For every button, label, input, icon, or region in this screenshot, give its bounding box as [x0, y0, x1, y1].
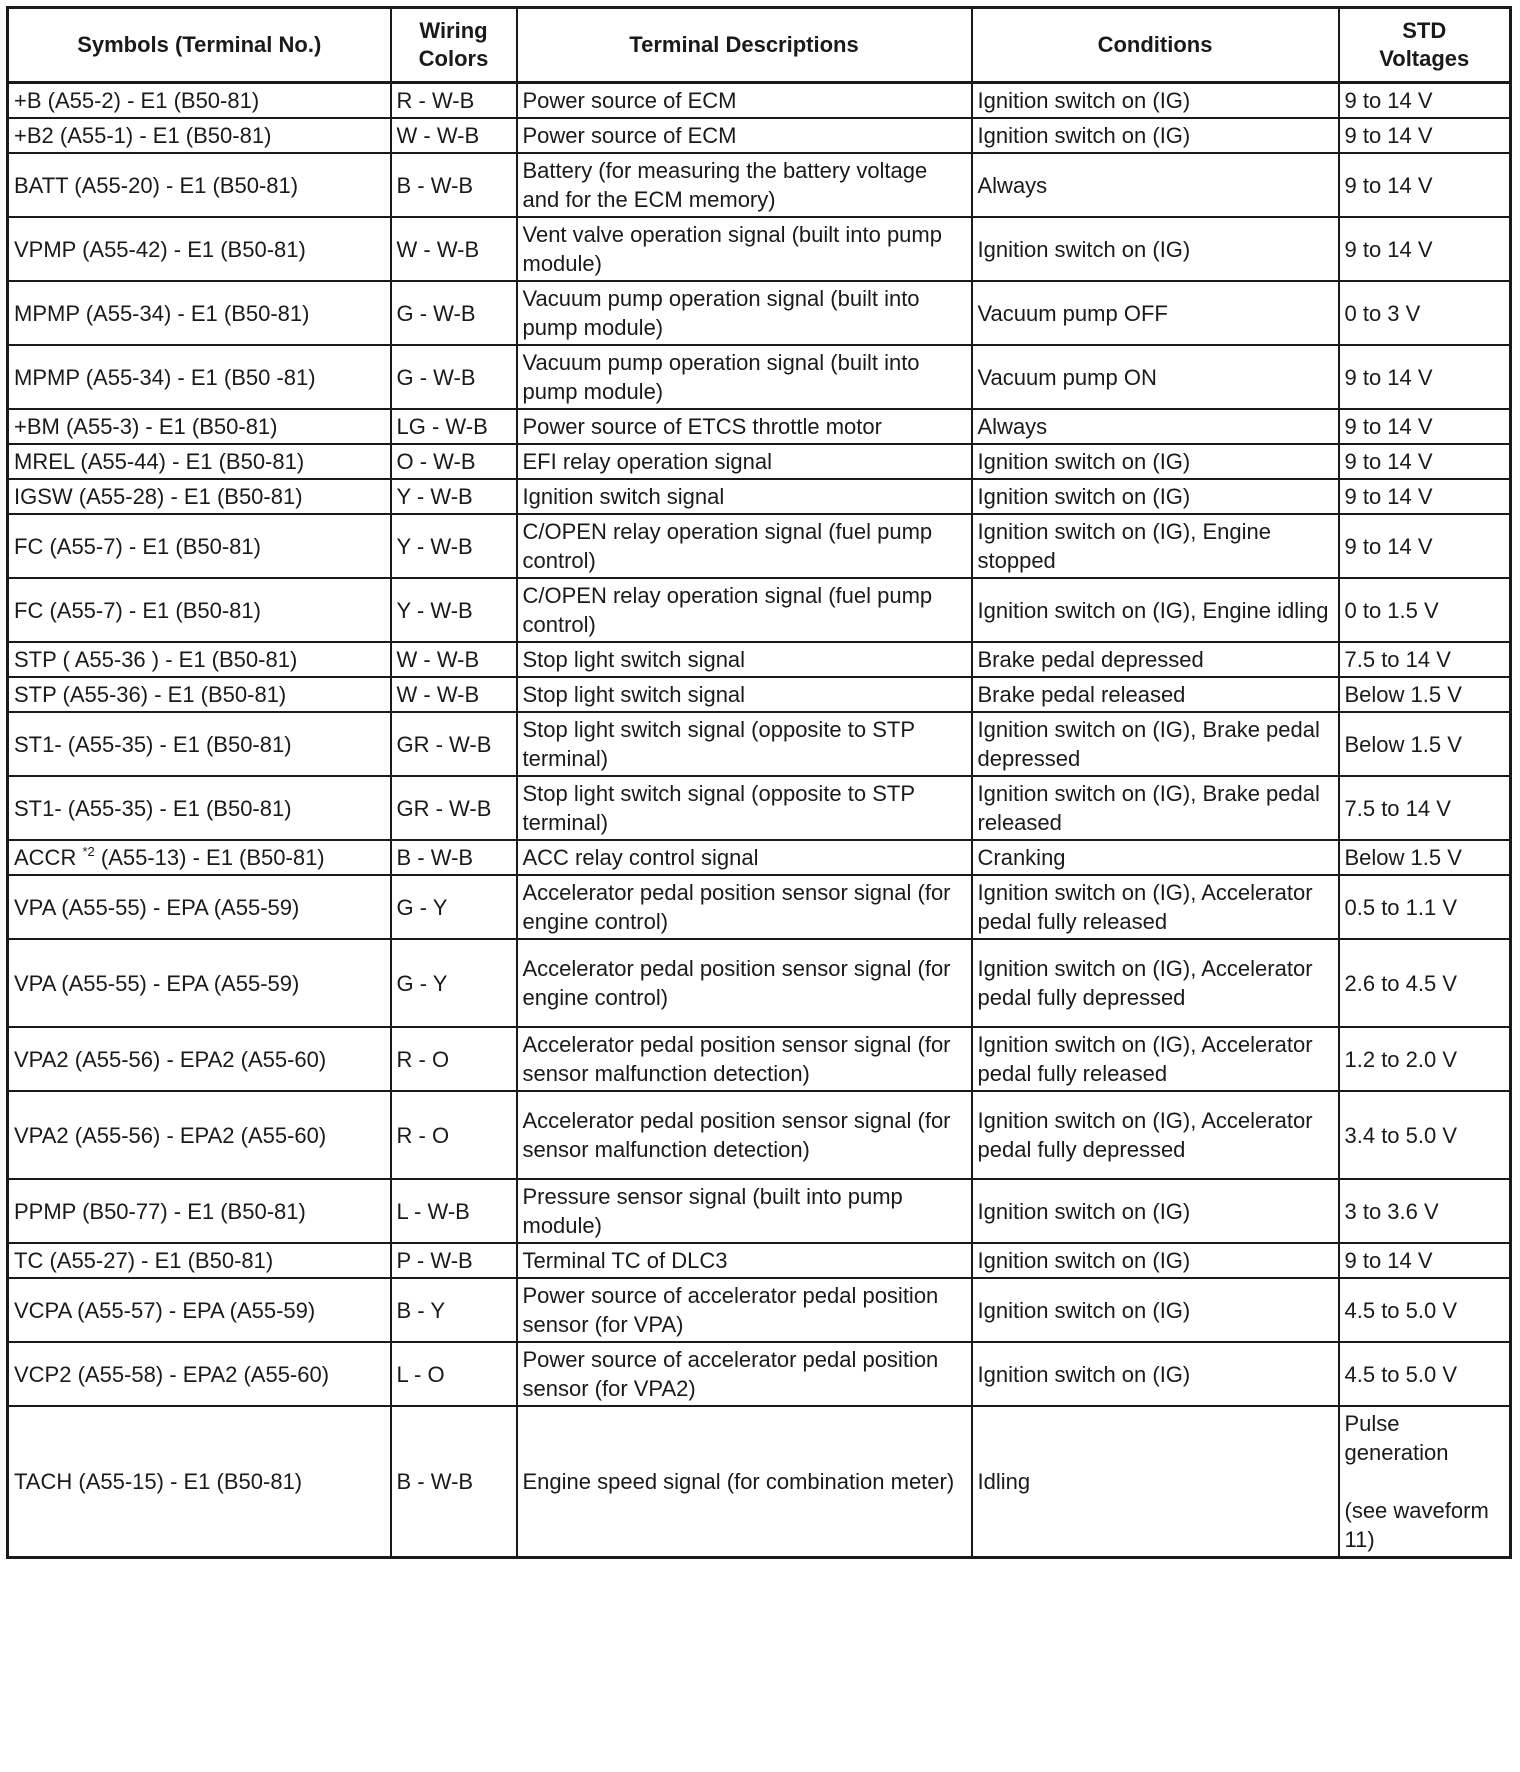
table-row — [8, 153, 1511, 217]
table-row — [8, 281, 1511, 345]
cell-symbol: +B2 (A55-1) - E1 (B50-81) — [8, 118, 391, 153]
cell-wiring-color: R - O — [391, 1027, 517, 1091]
cell-std-voltage: Below 1.5 V — [1339, 840, 1511, 875]
cell-symbol: IGSW (A55-28) - E1 (B50-81) — [8, 479, 391, 514]
header-symbols: Symbols (Terminal No.) — [8, 8, 391, 83]
cell-description: C/OPEN relay operation signal (fuel pump control) — [517, 514, 972, 578]
cell-std-voltage: 9 to 14 V — [1339, 444, 1511, 479]
cell-std-voltage: 9 to 14 V — [1339, 83, 1511, 119]
cell-condition: Ignition switch on (IG) — [972, 1179, 1339, 1243]
cell-std-voltage: 9 to 14 V — [1339, 217, 1511, 281]
cell-condition: Ignition switch on (IG), Engine idling — [972, 578, 1339, 642]
cell-condition: Ignition switch on (IG), Engine stopped — [972, 514, 1339, 578]
cell-std-voltage: 7.5 to 14 V — [1339, 642, 1511, 677]
cell-wiring-color: B - Y — [391, 1278, 517, 1342]
cell-std-voltage: 0 to 3 V — [1339, 281, 1511, 345]
table-row — [8, 642, 1511, 677]
cell-condition: Ignition switch on (IG), Accelerator pedal fully depressed — [972, 1091, 1339, 1179]
cell-symbol: ST1- (A55-35) - E1 (B50-81) — [8, 776, 391, 840]
cell-symbol: VCP2 (A55-58) - EPA2 (A55-60) — [8, 1342, 391, 1406]
cell-description: C/OPEN relay operation signal (fuel pump control) — [517, 578, 972, 642]
cell-wiring-color: B - W-B — [391, 153, 517, 217]
cell-symbol: MPMP (A55-34) - E1 (B50 -81) — [8, 345, 391, 409]
cell-symbol: VCPA (A55-57) - EPA (A55-59) — [8, 1278, 391, 1342]
cell-wiring-color: Y - W-B — [391, 578, 517, 642]
cell-symbol: TC (A55-27) - E1 (B50-81) — [8, 1243, 391, 1278]
table-row — [8, 83, 1511, 119]
cell-symbol: TACH (A55-15) - E1 (B50-81) — [8, 1406, 391, 1558]
table-row — [8, 1179, 1511, 1243]
cell-wiring-color: W - W-B — [391, 217, 517, 281]
header-std-voltages: STD Voltages — [1339, 8, 1511, 83]
cell-symbol: VPA (A55-55) - EPA (A55-59) — [8, 875, 391, 939]
cell-std-voltage: 3.4 to 5.0 V — [1339, 1091, 1511, 1179]
cell-std-voltage: 1.2 to 2.0 V — [1339, 1027, 1511, 1091]
cell-std-voltage: 9 to 14 V — [1339, 345, 1511, 409]
cell-symbol: +B (A55-2) - E1 (B50-81) — [8, 83, 391, 119]
cell-wiring-color: P - W-B — [391, 1243, 517, 1278]
cell-wiring-color: G - W-B — [391, 281, 517, 345]
terminal-table-container — [6, 6, 1512, 1559]
cell-description: Ignition switch signal — [517, 479, 972, 514]
cell-description: Power source of ECM — [517, 83, 972, 119]
cell-symbol: ACCR $^{*2}$ (A55-13) - E1 (B50-81) — [8, 840, 391, 875]
cell-std-voltage: 9 to 14 V — [1339, 479, 1511, 514]
cell-std-voltage: 0.5 to 1.1 V — [1339, 875, 1511, 939]
table-row — [8, 345, 1511, 409]
cell-condition: Brake pedal released — [972, 677, 1339, 712]
cell-wiring-color: GR - W-B — [391, 776, 517, 840]
cell-symbol: PPMP (B50-77) - E1 (B50-81) — [8, 1179, 391, 1243]
cell-wiring-color: W - W-B — [391, 118, 517, 153]
cell-symbol: STP (A55-36) - E1 (B50-81) — [8, 677, 391, 712]
table-row — [8, 514, 1511, 578]
cell-std-voltage: 7.5 to 14 V — [1339, 776, 1511, 840]
cell-std-voltage: 2.6 to 4.5 V — [1339, 939, 1511, 1027]
cell-condition: Ignition switch on (IG) — [972, 1342, 1339, 1406]
table-row — [8, 1406, 1511, 1558]
cell-condition: Ignition switch on (IG), Accelerator pedal fully released — [972, 875, 1339, 939]
cell-description: Accelerator pedal position sensor signal (for engine control) — [517, 875, 972, 939]
cell-symbol: FC (A55-7) - E1 (B50-81) — [8, 514, 391, 578]
cell-condition: Ignition switch on (IG) — [972, 83, 1339, 119]
cell-std-voltage: 3 to 3.6 V — [1339, 1179, 1511, 1243]
cell-description: Power source of accelerator pedal position sensor (for VPA2) — [517, 1342, 972, 1406]
cell-condition: Ignition switch on (IG), Brake pedal depressed — [972, 712, 1339, 776]
table-row — [8, 217, 1511, 281]
table-row — [8, 479, 1511, 514]
cell-wiring-color: W - W-B — [391, 642, 517, 677]
table-row — [8, 1278, 1511, 1342]
cell-std-voltage: Below 1.5 V — [1339, 677, 1511, 712]
table-row — [8, 712, 1511, 776]
cell-description: Stop light switch signal — [517, 642, 972, 677]
cell-condition: Ignition switch on (IG), Accelerator pedal fully released — [972, 1027, 1339, 1091]
cell-condition: Vacuum pump ON — [972, 345, 1339, 409]
cell-symbol: FC (A55-7) - E1 (B50-81) — [8, 578, 391, 642]
table-row — [8, 875, 1511, 939]
table-row — [8, 939, 1511, 1027]
cell-std-voltage: 9 to 14 V — [1339, 118, 1511, 153]
cell-wiring-color: Y - W-B — [391, 514, 517, 578]
cell-description: Power source of ECM — [517, 118, 972, 153]
ecm-terminal-table — [6, 6, 1512, 1559]
table-row — [8, 578, 1511, 642]
table-row — [8, 840, 1511, 875]
cell-symbol: +BM (A55-3) - E1 (B50-81) — [8, 409, 391, 444]
cell-condition: Ignition switch on (IG), Brake pedal released — [972, 776, 1339, 840]
cell-condition: Ignition switch on (IG) — [972, 444, 1339, 479]
cell-condition: Ignition switch on (IG) — [972, 1278, 1339, 1342]
cell-std-voltage: 9 to 14 V — [1339, 514, 1511, 578]
table-row — [8, 444, 1511, 479]
table-row — [8, 1342, 1511, 1406]
table-row — [8, 1243, 1511, 1278]
cell-symbol: VPA (A55-55) - EPA (A55-59) — [8, 939, 391, 1027]
cell-condition: Always — [972, 153, 1339, 217]
cell-description: EFI relay operation signal — [517, 444, 972, 479]
cell-description: Vacuum pump operation signal (built into pump module) — [517, 345, 972, 409]
cell-symbol: VPA2 (A55-56) - EPA2 (A55-60) — [8, 1091, 391, 1179]
cell-condition: Cranking — [972, 840, 1339, 875]
cell-std-voltage: Pulse generation (see waveform 11) — [1339, 1406, 1511, 1558]
cell-wiring-color: R - W-B — [391, 83, 517, 119]
cell-condition: Ignition switch on (IG) — [972, 118, 1339, 153]
cell-wiring-color: L - O — [391, 1342, 517, 1406]
table-row — [8, 1091, 1511, 1179]
cell-description: Accelerator pedal position sensor signal (for sensor malfunction detection) — [517, 1091, 972, 1179]
cell-symbol: MREL (A55-44) - E1 (B50-81) — [8, 444, 391, 479]
cell-std-voltage: 9 to 14 V — [1339, 1243, 1511, 1278]
cell-condition: Ignition switch on (IG) — [972, 479, 1339, 514]
table-row — [8, 409, 1511, 444]
cell-symbol: VPA2 (A55-56) - EPA2 (A55-60) — [8, 1027, 391, 1091]
cell-condition: Vacuum pump OFF — [972, 281, 1339, 345]
cell-wiring-color: G - Y — [391, 939, 517, 1027]
cell-symbol: ST1- (A55-35) - E1 (B50-81) — [8, 712, 391, 776]
cell-description: Pressure sensor signal (built into pump module) — [517, 1179, 972, 1243]
table-row — [8, 677, 1511, 712]
cell-description: Stop light switch signal (opposite to STP terminal) — [517, 776, 972, 840]
cell-description: Engine speed signal (for combination meter) — [517, 1406, 972, 1558]
cell-std-voltage: 9 to 14 V — [1339, 153, 1511, 217]
cell-description: Power source of accelerator pedal position sensor (for VPA) — [517, 1278, 972, 1342]
cell-description: Stop light switch signal — [517, 677, 972, 712]
cell-symbol: STP ( A55-36 ) - E1 (B50-81) — [8, 642, 391, 677]
cell-wiring-color: G - Y — [391, 875, 517, 939]
cell-wiring-color: L - W-B — [391, 1179, 517, 1243]
cell-description: Vacuum pump operation signal (built into pump module) — [517, 281, 972, 345]
cell-description: Terminal TC of DLC3 — [517, 1243, 972, 1278]
cell-symbol: MPMP (A55-34) - E1 (B50-81) — [8, 281, 391, 345]
cell-std-voltage: 9 to 14 V — [1339, 409, 1511, 444]
cell-wiring-color: Y - W-B — [391, 479, 517, 514]
cell-symbol: VPMP (A55-42) - E1 (B50-81) — [8, 217, 391, 281]
cell-wiring-color: GR - W-B — [391, 712, 517, 776]
cell-description: Power source of ETCS throttle motor — [517, 409, 972, 444]
header-terminal-descriptions: Terminal Descriptions — [517, 8, 972, 83]
cell-wiring-color: O - W-B — [391, 444, 517, 479]
table-row — [8, 776, 1511, 840]
cell-std-voltage: Below 1.5 V — [1339, 712, 1511, 776]
cell-condition: Brake pedal depressed — [972, 642, 1339, 677]
table-row — [8, 118, 1511, 153]
cell-description: Vent valve operation signal (built into pump module) — [517, 217, 972, 281]
cell-std-voltage: 4.5 to 5.0 V — [1339, 1278, 1511, 1342]
cell-symbol: BATT (A55-20) - E1 (B50-81) — [8, 153, 391, 217]
cell-description: Stop light switch signal (opposite to STP terminal) — [517, 712, 972, 776]
cell-condition: Ignition switch on (IG) — [972, 217, 1339, 281]
cell-wiring-color: B - W-B — [391, 840, 517, 875]
cell-description: Accelerator pedal position sensor signal (for engine control) — [517, 939, 972, 1027]
cell-condition: Ignition switch on (IG) — [972, 1243, 1339, 1278]
table-row — [8, 1027, 1511, 1091]
cell-condition: Idling — [972, 1406, 1339, 1558]
cell-wiring-color: LG - W-B — [391, 409, 517, 444]
table-body — [8, 83, 1511, 1558]
header-conditions: Conditions — [972, 8, 1339, 83]
header-row — [8, 8, 1511, 83]
cell-wiring-color: W - W-B — [391, 677, 517, 712]
cell-wiring-color: R - O — [391, 1091, 517, 1179]
cell-description: ACC relay control signal — [517, 840, 972, 875]
header-wiring-colors: Wiring Colors — [391, 8, 517, 83]
cell-description: Accelerator pedal position sensor signal (for sensor malfunction detection) — [517, 1027, 972, 1091]
cell-description: Battery (for measuring the battery voltage and for the ECM memory) — [517, 153, 972, 217]
cell-condition: Always — [972, 409, 1339, 444]
cell-wiring-color: G - W-B — [391, 345, 517, 409]
cell-condition: Ignition switch on (IG), Accelerator pedal fully depressed — [972, 939, 1339, 1027]
footnote-marker: *2 — [82, 844, 95, 859]
cell-std-voltage: 4.5 to 5.0 V — [1339, 1342, 1511, 1406]
cell-wiring-color: B - W-B — [391, 1406, 517, 1558]
cell-std-voltage: 0 to 1.5 V — [1339, 578, 1511, 642]
